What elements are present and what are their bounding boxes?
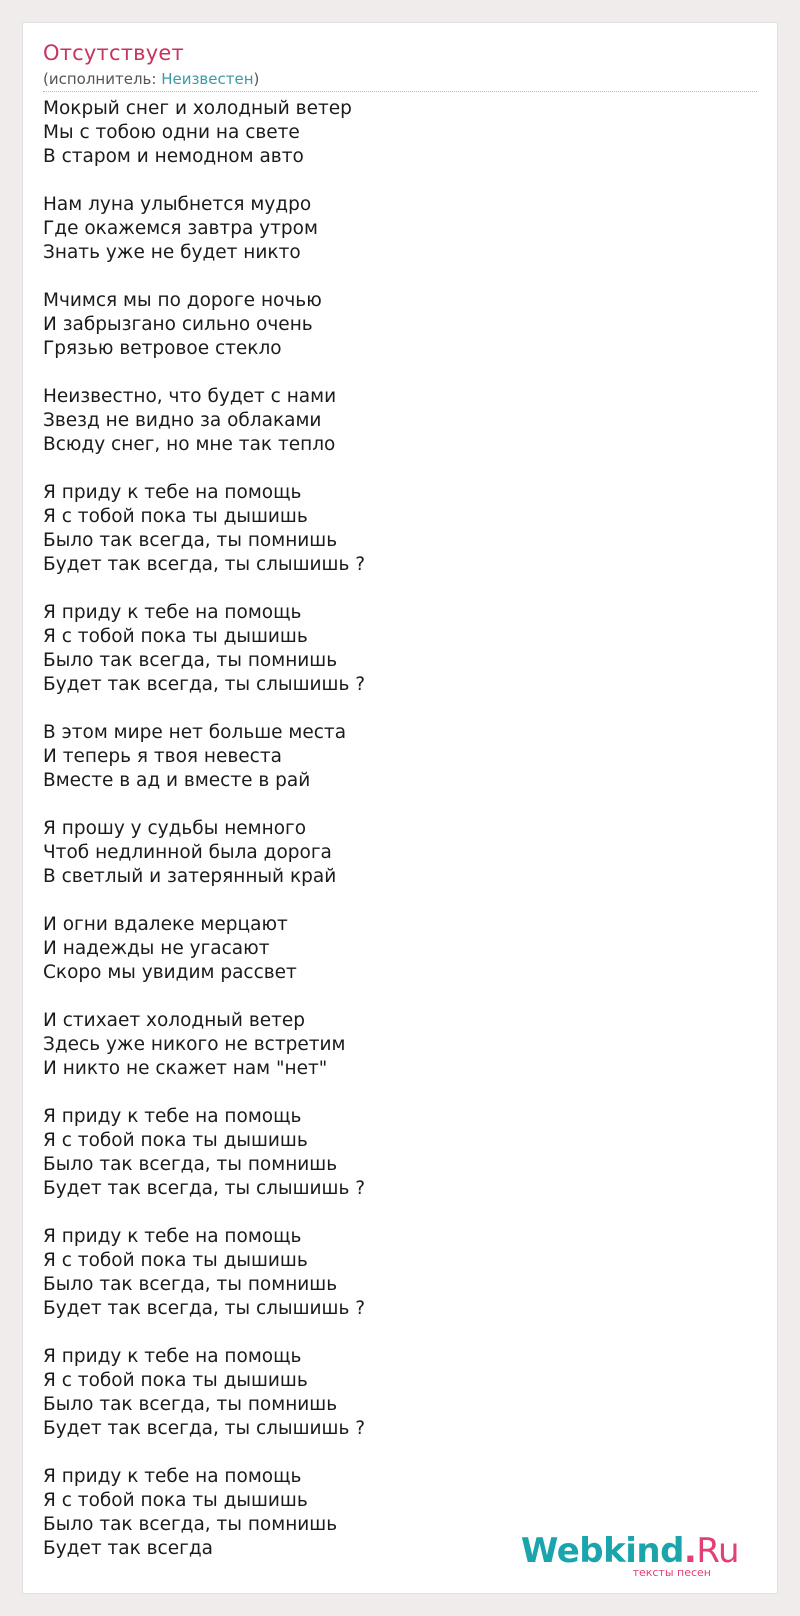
site-logo[interactable] bbox=[520, 1531, 739, 1579]
lyric-line: Я прошу у судьбы немного bbox=[43, 818, 307, 839]
lyric-line: Я приду к тебе на помощь bbox=[43, 1346, 302, 1367]
lyric-line: Всюду снег, но мне так тепло bbox=[43, 434, 336, 455]
lyric-line: Вместе в ад и вместе в рай bbox=[43, 770, 311, 791]
lyric-line: Будет так всегда bbox=[43, 1538, 213, 1559]
stanza bbox=[43, 385, 743, 457]
lyric-line: Будет так всегда, ты слышишь ? bbox=[43, 1298, 366, 1319]
stanza bbox=[43, 97, 743, 169]
title-divider bbox=[43, 91, 757, 92]
stanza bbox=[43, 1009, 743, 1081]
artist-line bbox=[43, 70, 259, 88]
lyric-line: Я с тобой пока ты дышишь bbox=[43, 1370, 308, 1391]
stanza bbox=[43, 481, 743, 577]
lyric-line: В старом и немодном авто bbox=[43, 146, 304, 167]
lyric-line: Я с тобой пока ты дышишь bbox=[43, 1490, 308, 1511]
lyric-line: Будет так всегда, ты слышишь ? bbox=[43, 1178, 366, 1199]
lyric-line: Чтоб недлинной была дорога bbox=[43, 842, 332, 863]
lyric-line: Было так всегда, ты помнишь bbox=[43, 530, 338, 551]
lyric-line: Будет так всегда, ты слышишь ? bbox=[43, 1418, 366, 1439]
stanza bbox=[43, 1225, 743, 1321]
lyric-line: Мчимся мы по дороге ночью bbox=[43, 290, 322, 311]
lyric-line: Мокрый снег и холодный ветер bbox=[43, 98, 352, 119]
artist-prefix: (исполнитель: bbox=[43, 70, 162, 88]
lyric-line: Нам луна улыбнется мудро bbox=[43, 194, 312, 215]
lyric-line: Скоро мы увидим рассвет bbox=[43, 962, 297, 983]
lyric-line: И забрызгано сильно очень bbox=[43, 314, 313, 335]
logo-tld: Ru bbox=[696, 1531, 739, 1571]
lyric-line: Я приду к тебе на помощь bbox=[43, 482, 302, 503]
stanza bbox=[43, 817, 743, 889]
lyric-line: Будет так всегда, ты слышишь ? bbox=[43, 554, 366, 575]
lyric-line: Я приду к тебе на помощь bbox=[43, 1106, 302, 1127]
lyric-line: Было так всегда, ты помнишь bbox=[43, 1514, 338, 1535]
lyric-line: Я с тобой пока ты дышишь bbox=[43, 1250, 308, 1271]
stanza bbox=[43, 601, 743, 697]
lyric-line: Звезд не видно за облаками bbox=[43, 410, 322, 431]
lyric-line: Я с тобой пока ты дышишь bbox=[43, 1130, 308, 1151]
lyric-line: И никто не скажет нам "нет" bbox=[43, 1058, 328, 1079]
stanza bbox=[43, 193, 743, 265]
lyric-line: И огни вдалеке мерцают bbox=[43, 914, 288, 935]
lyric-line: И надежды не угасают bbox=[43, 938, 270, 959]
lyric-line: Будет так всегда, ты слышишь ? bbox=[43, 674, 366, 695]
lyric-line: Грязью ветровое стекло bbox=[43, 338, 282, 359]
artist-link[interactable]: Неизвестен bbox=[161, 70, 254, 88]
lyric-line: Я с тобой пока ты дышишь bbox=[43, 626, 308, 647]
lyric-line: Было так всегда, ты помнишь bbox=[43, 1394, 338, 1415]
lyric-line: Было так всегда, ты помнишь bbox=[43, 1274, 338, 1295]
stanza bbox=[43, 289, 743, 361]
stanza bbox=[43, 1105, 743, 1201]
lyric-line: В светлый и затерянный край bbox=[43, 866, 337, 887]
lyric-line: Где окажемся завтра утром bbox=[43, 218, 318, 239]
lyric-line: Я приду к тебе на помощь bbox=[43, 1226, 302, 1247]
lyric-line: Я приду к тебе на помощь bbox=[43, 602, 302, 623]
logo-wordmark bbox=[520, 1531, 739, 1571]
stanza bbox=[43, 913, 743, 985]
logo-name: Webkind bbox=[520, 1531, 684, 1571]
lyric-line: И стихает холодный ветер bbox=[43, 1010, 306, 1031]
lyric-line: Мы с тобою одни на свете bbox=[43, 122, 300, 143]
song-title: Отсутствует bbox=[43, 41, 184, 65]
lyric-line: И теперь я твоя невеста bbox=[43, 746, 282, 767]
logo-dot: . bbox=[683, 1531, 697, 1571]
lyric-line: В этом мире нет больше места bbox=[43, 722, 347, 743]
lyric-line: Знать уже не будет никто bbox=[43, 242, 301, 263]
lyrics-card bbox=[22, 22, 778, 1594]
lyric-line: Я приду к тебе на помощь bbox=[43, 1466, 302, 1487]
artist-suffix: ) bbox=[253, 70, 260, 88]
lyric-line: Я с тобой пока ты дышишь bbox=[43, 506, 308, 527]
lyrics-body bbox=[43, 97, 743, 1585]
logo-tagline: тексты песен bbox=[632, 1566, 711, 1579]
lyric-line: Неизвестно, что будет с нами bbox=[43, 386, 337, 407]
lyric-line: Было так всегда, ты помнишь bbox=[43, 1154, 338, 1175]
lyric-line: Здесь уже никого не встретим bbox=[43, 1034, 346, 1055]
stanza bbox=[43, 1345, 743, 1441]
stanza bbox=[43, 721, 743, 793]
lyric-line: Было так всегда, ты помнишь bbox=[43, 650, 338, 671]
